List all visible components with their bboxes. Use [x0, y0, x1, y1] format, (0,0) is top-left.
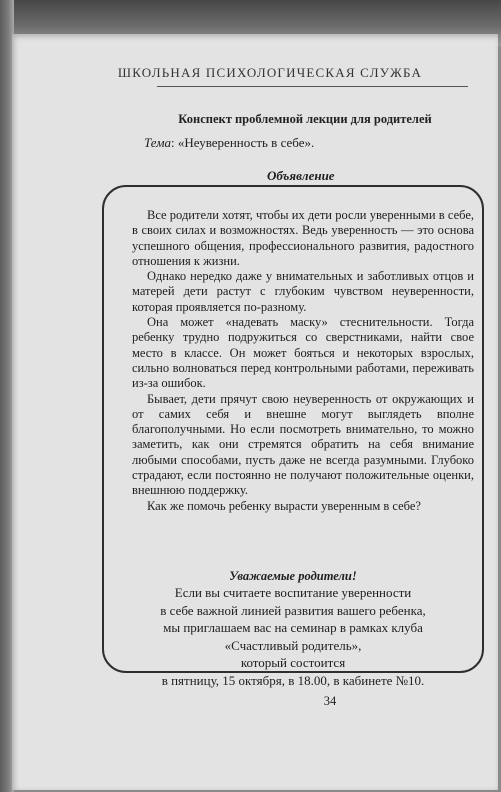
paragraph: Однако нередко даже у внимательных и заботливых отцов и матерей дети растут с глубоким чувством неуверенности, которая проявляется по-разному.: [132, 269, 474, 314]
invitation-greeting: Уважаемые родители!: [229, 569, 357, 583]
paragraph: Она может «надевать маску» стеснительности. Тогда ребенку трудно подружиться со сверстниками, найти свое место в классе. Он может бояться и некоторых взрослых, сильно волноваться перед контрольными работами, переживать из-за ошибок.: [132, 315, 474, 391]
invitation-line: который состоится: [240, 655, 346, 670]
running-head-rule: [157, 86, 468, 87]
paragraph: Как же помочь ребенку вырасти уверенным в себе?: [147, 498, 421, 513]
announcement-heading: Объявление: [267, 168, 335, 183]
invitation-line: мы приглашаем вас на семинар в рамках клуба: [163, 620, 423, 635]
invitation-line: в себе важной линией развития вашего ребенка,: [160, 602, 426, 618]
announcement-body: [132, 208, 474, 514]
topic-label: Тема: [144, 135, 172, 150]
paragraph: Бывает, дети прячут свою неуверенность от окружающих и от самих себя и внешне могут выглядеть вполне благополучными. Но если посмотреть внимательно, то можно заметить, как они стремятся обратить на себя внимание любыми способами, пусть даже не всегда разумными. Глубоко страдают, если постоянно не получают положительные оценки, внешнюю поддержку.: [132, 391, 474, 498]
book-page: [12, 34, 498, 790]
invitation-block: [104, 569, 482, 689]
running-head: ШКОЛЬНАЯ ПСИХОЛОГИЧЕСКАЯ СЛУЖБА: [117, 65, 423, 80]
invitation-line: Если вы считаете воспитание уверенности: [174, 585, 412, 600]
lecture-title: Конспект проблемной лекции для родителей: [178, 112, 432, 126]
announcement-box: [102, 185, 484, 688]
topic-line: [144, 135, 314, 151]
invitation-line: в пятницу, 15 октября, в 18.00, в кабинете №10.: [161, 672, 425, 688]
paragraph: Все родители хотят, чтобы их дети росли уверенными в себе, в своих силах и возможностях. Ведь уверенность — это основа успешного общения, профессионального развития, радостного отношения к жизни.: [132, 208, 474, 268]
invitation-line: «Счастливый родитель»,: [224, 637, 362, 653]
page-number: 34: [323, 694, 337, 708]
topic-text: : «Неуверенность в себе».: [171, 135, 315, 150]
